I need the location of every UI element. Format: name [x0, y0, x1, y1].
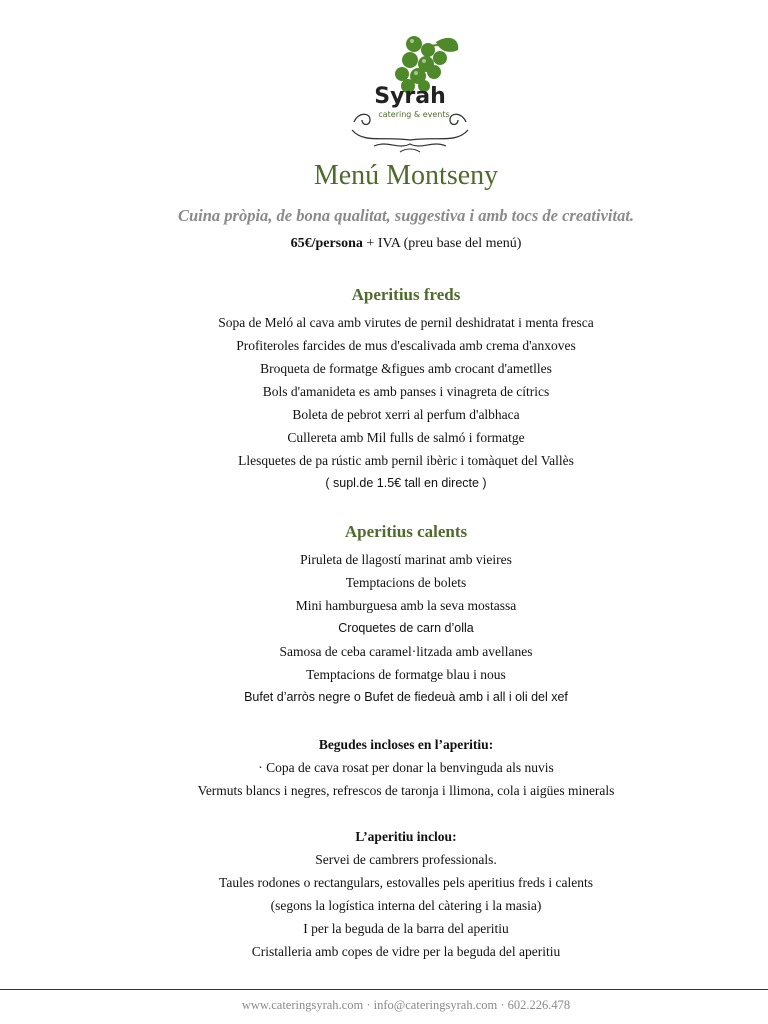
price-note: + IVA (preu base del menú): [362, 236, 522, 251]
drinks-heading: Begudes incloses en l’aperitiu:: [318, 737, 494, 752]
list-item: Bols d'amanideta es amb panses i vinagreta de cítrics: [262, 384, 550, 399]
footer-contact: www.cateringsyrah.com · info@cateringsyrah.com · 602.226.478: [241, 998, 571, 1012]
brand-name: Syrah: [374, 84, 446, 109]
syrah-logo: [344, 28, 476, 158]
list-item: Temptacions de formatge blau i nous: [306, 667, 506, 682]
brand-tagline: catering & events: [378, 110, 450, 119]
footer-divider: [0, 989, 768, 990]
section-hot-heading: Aperitius calents: [344, 522, 468, 541]
hot-appetizer-list: [0, 548, 768, 709]
list-item: Profiteroles farcides de mus d'escalivada amb crema d'anxoves: [236, 338, 576, 353]
list-item: Broqueta de formatge &figues amb crocant d'ametlles: [260, 361, 552, 376]
list-item: Bufet d’arròs negre o Bufet de fiedeuà amb i all i oli del xef: [244, 690, 568, 704]
list-item: Vermuts blancs i negres, refrescos de taronja i llimona, cola i aigües minerals: [197, 783, 615, 798]
list-item: Cullereta amb Mil fulls de salmó i formatge: [287, 430, 525, 445]
list-item: Cristalleria amb copes de vidre per la beguda del aperitiu: [251, 944, 561, 959]
includes-list: [0, 848, 768, 963]
cold-appetizer-list: [0, 311, 768, 495]
menu-price: [0, 234, 768, 254]
list-item: I per la beguda de la barra del aperitiu: [303, 921, 509, 936]
list-item: Boleta de pebrot xerri al perfum d'albhaca: [292, 407, 520, 422]
list-item: Piruleta de llagostí marinat amb vieires: [300, 552, 512, 567]
list-item: Croquetes de carn d’olla: [338, 621, 474, 635]
supplement-note: ( supl.de 1.5€ tall en directe ): [325, 476, 487, 490]
list-item: Mini hamburguesa amb la seva mostassa: [295, 598, 517, 613]
list-item: (segons la logística interna del càtering i la masia): [270, 898, 542, 913]
menu-subtitle: Cuina pròpia, de bona qualitat, suggestiva i amb tocs de creativitat.: [177, 206, 635, 225]
includes-heading: L’aperitiu inclou:: [355, 829, 457, 844]
list-item: · Copa de cava rosat per donar la benvinguda als nuvis: [258, 760, 554, 775]
menu-title: Menú Montseny: [313, 160, 499, 191]
list-item: Temptacions de bolets: [345, 575, 467, 590]
price-amount: 65€/persona: [290, 236, 363, 251]
list-item: Servei de cambrers professionals.: [315, 852, 497, 867]
drinks-list: [0, 756, 768, 802]
list-item: Llesquetes de pa rústic amb pernil ibèric i tomàquet del Vallès: [238, 453, 574, 468]
section-cold-heading: Aperitius freds: [351, 285, 461, 304]
list-item: Sopa de Meló al cava amb virutes de pernil deshidratat i menta fresca: [218, 315, 594, 330]
list-item: Taules rodones o rectangulars, estovalles pels aperitius freds i calents: [219, 875, 593, 890]
list-item: Samosa de ceba caramel·litzada amb avellanes: [279, 644, 533, 659]
